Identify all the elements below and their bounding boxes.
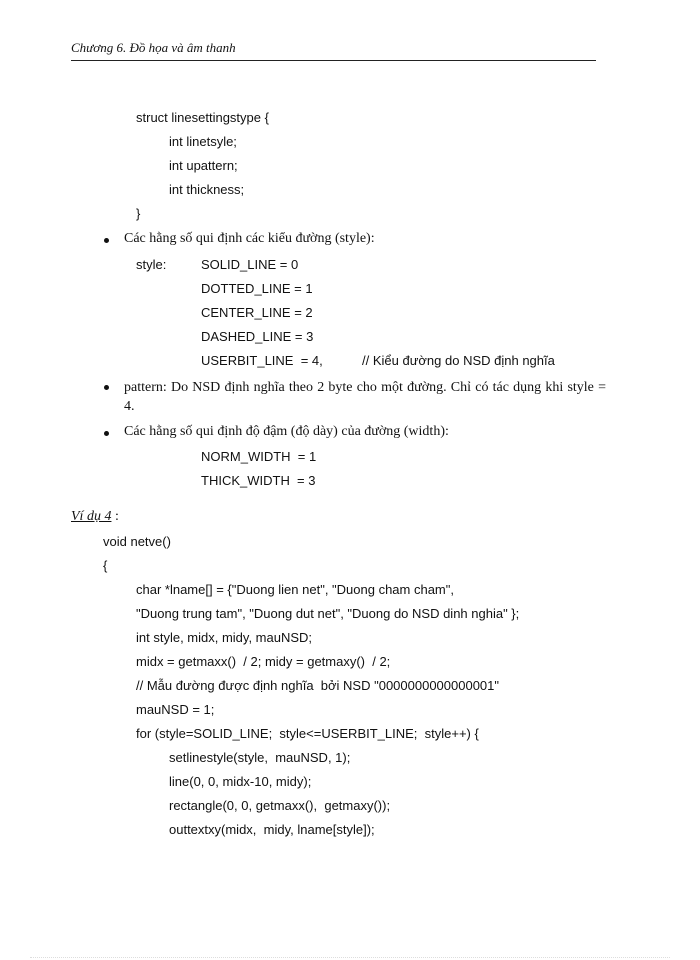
header-rule (71, 60, 596, 61)
struct-line: int linetsyle; (169, 134, 237, 149)
style-constant: DASHED_LINE = 3 (201, 329, 314, 344)
example-colon: : (111, 509, 119, 524)
code-line: midx = getmaxx() / 2; midy = getmaxy() / 2; (136, 654, 391, 669)
code-line: "Duong trung tam", "Duong dut net", "Duong do NSD dinh nghia" }; (136, 606, 520, 621)
width-constant: NORM_WIDTH = 1 (201, 449, 317, 464)
bullet-text: Các hằng số qui định độ đậm (độ dày) của đường (width): (124, 424, 449, 439)
bullet-text: Các hằng số qui định các kiểu đường (style): (124, 231, 375, 246)
struct-line: int upattern; (169, 158, 238, 173)
width-constant: THICK_WIDTH = 3 (201, 473, 316, 488)
code-line: // Mẫu đường được định nghĩa bởi NSD "0000000000000001" (136, 678, 500, 693)
page-header: Chương 6. Đồ họa và âm thanh (71, 40, 236, 55)
struct-line: } (136, 206, 141, 221)
code-line: outtextxy(midx, midy, lname[style]); (169, 822, 375, 837)
bullet-dot (104, 238, 109, 243)
code-line: line(0, 0, midx-10, midy); (169, 774, 312, 789)
struct-line: int thickness; (169, 182, 245, 197)
style-constant: CENTER_LINE = 2 (201, 305, 313, 320)
page-bottom-edge (30, 957, 670, 958)
code-line: char *lname[] = {"Duong lien net", "Duong cham cham", (136, 582, 454, 597)
style-label: style: (136, 257, 167, 272)
code-line: int style, midx, midy, mauNSD; (136, 630, 313, 645)
example-label: Ví dụ 4 (71, 509, 112, 524)
bullet-dot (104, 385, 109, 390)
struct-line: struct linesettingstype { (136, 110, 269, 125)
code-line: { (103, 558, 108, 573)
bullet-dot (104, 431, 109, 436)
style-constant: DOTTED_LINE = 1 (201, 281, 313, 296)
style-constant: SOLID_LINE = 0 (201, 257, 299, 272)
style-comment: // Kiểu đường do NSD định nghĩa (362, 353, 555, 368)
bullet-text: pattern: Do NSD định nghĩa theo 2 byte cho một đường. Chỉ có tác dụng khi style = 4. (124, 380, 606, 414)
code-line: void netve() (103, 534, 171, 549)
code-line: mauNSD = 1; (136, 702, 215, 717)
style-constant: USERBIT_LINE = 4, (201, 353, 323, 368)
code-line: setlinestyle(style, mauNSD, 1); (169, 750, 351, 765)
code-line: rectangle(0, 0, getmaxx(), getmaxy()); (169, 798, 391, 813)
example-heading (71, 509, 119, 525)
code-line: for (style=SOLID_LINE; style<=USERBIT_LINE; style++) { (136, 726, 479, 741)
